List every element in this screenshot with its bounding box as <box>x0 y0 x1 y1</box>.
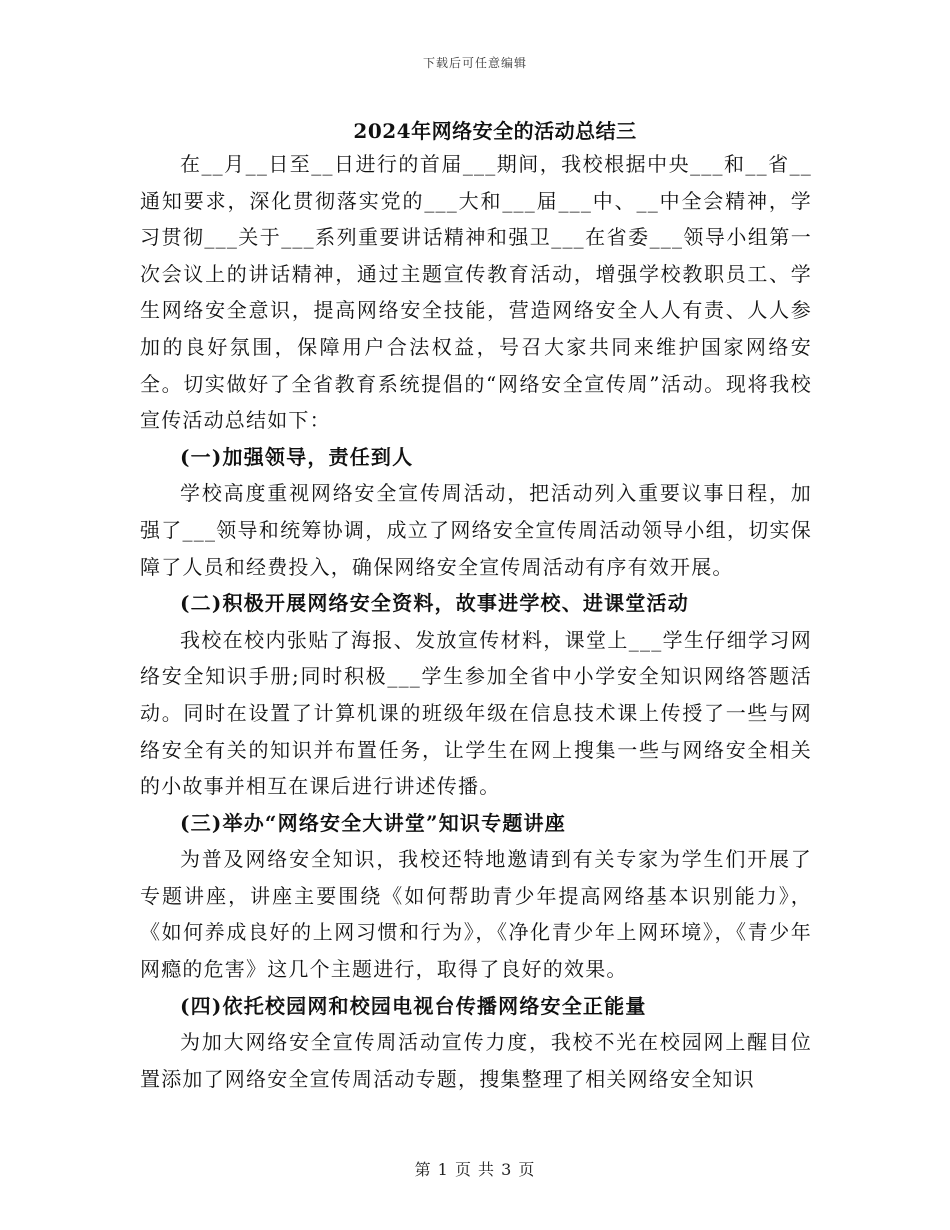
section-heading-3: (三)举办“网络安全大讲堂”知识专题讲座 <box>180 810 566 835</box>
section-paragraph-4: 为加大网络安全宣传周活动宣传力度，我校不光在校园网上醒目位置添加了网络安全宣传周活动专题，搜集整理了相关网络安全知识 <box>140 1030 812 1091</box>
page-number: 第 1 页 共 3 页 <box>414 1160 536 1179</box>
section-heading-1: (一)加强领导，责任到人 <box>180 444 414 469</box>
section-heading-2: (二)积极开展网络安全资料，故事进学校、进课堂活动 <box>180 591 689 616</box>
document-title: 2024年网络安全的活动总结三 <box>353 119 637 143</box>
intro-paragraph: 在__月__日至__日进行的首届___期间，我校根据中央___和__省__通知要求，深化贯彻落实党的___大和___届___中、__中全会精神，学习贯彻___关于___系列重要讲话精神和强卫___在省委___领导小组第一次会议上的讲话精神，通过主题宣传教育活动，增强学校教职员工、学生网络安全意识，提高网络安全技能，营造网络安全人人有责、人人参加的良好氛围，保障用户合法权益，号召大家共同来维护国家网络安全。切实做好了全省教育系统提倡的“网络安全宣传周”活动。现将我校宣传活动总结如下： <box>140 152 812 433</box>
section-paragraph-2: 我校在校内张贴了海报、发放宣传材料，课堂上___学生仔细学习网络安全知识手册;同时积极___学生参加全省中小学安全知识网络答题活动。同时在设置了计算机课的班级年级在信息技术课上传授了一些与网络安全有关的知识并布置任务，让学生在网上搜集一些与网络安全相关的小故事并相互在课后进行讲述传播。 <box>140 627 812 799</box>
section-paragraph-3: 为普及网络安全知识，我校还特地邀请到有关专家为学生们开展了专题讲座，讲座主要围绕《如何帮助青少年提高网络基本识别能力》，《如何养成良好的上网习惯和行为》，《净化青少年上网环境》，《青少年网瘾的危害》这几个主题进行，取得了良好的效果。 <box>140 847 812 982</box>
section-paragraph-1: 学校高度重视网络安全宣传周活动，把活动列入重要议事日程，加强了___领导和统筹协调，成立了网络安全宣传周活动领导小组，切实保障了人员和经费投入，确保网络安全宣传周活动有序有效开展。 <box>140 481 812 579</box>
section-heading-4: (四)依托校园网和校园电视台传播网络安全正能量 <box>180 993 647 1018</box>
header-note: 下载后可任意编辑 <box>422 56 527 70</box>
document-body <box>140 146 812 1097</box>
